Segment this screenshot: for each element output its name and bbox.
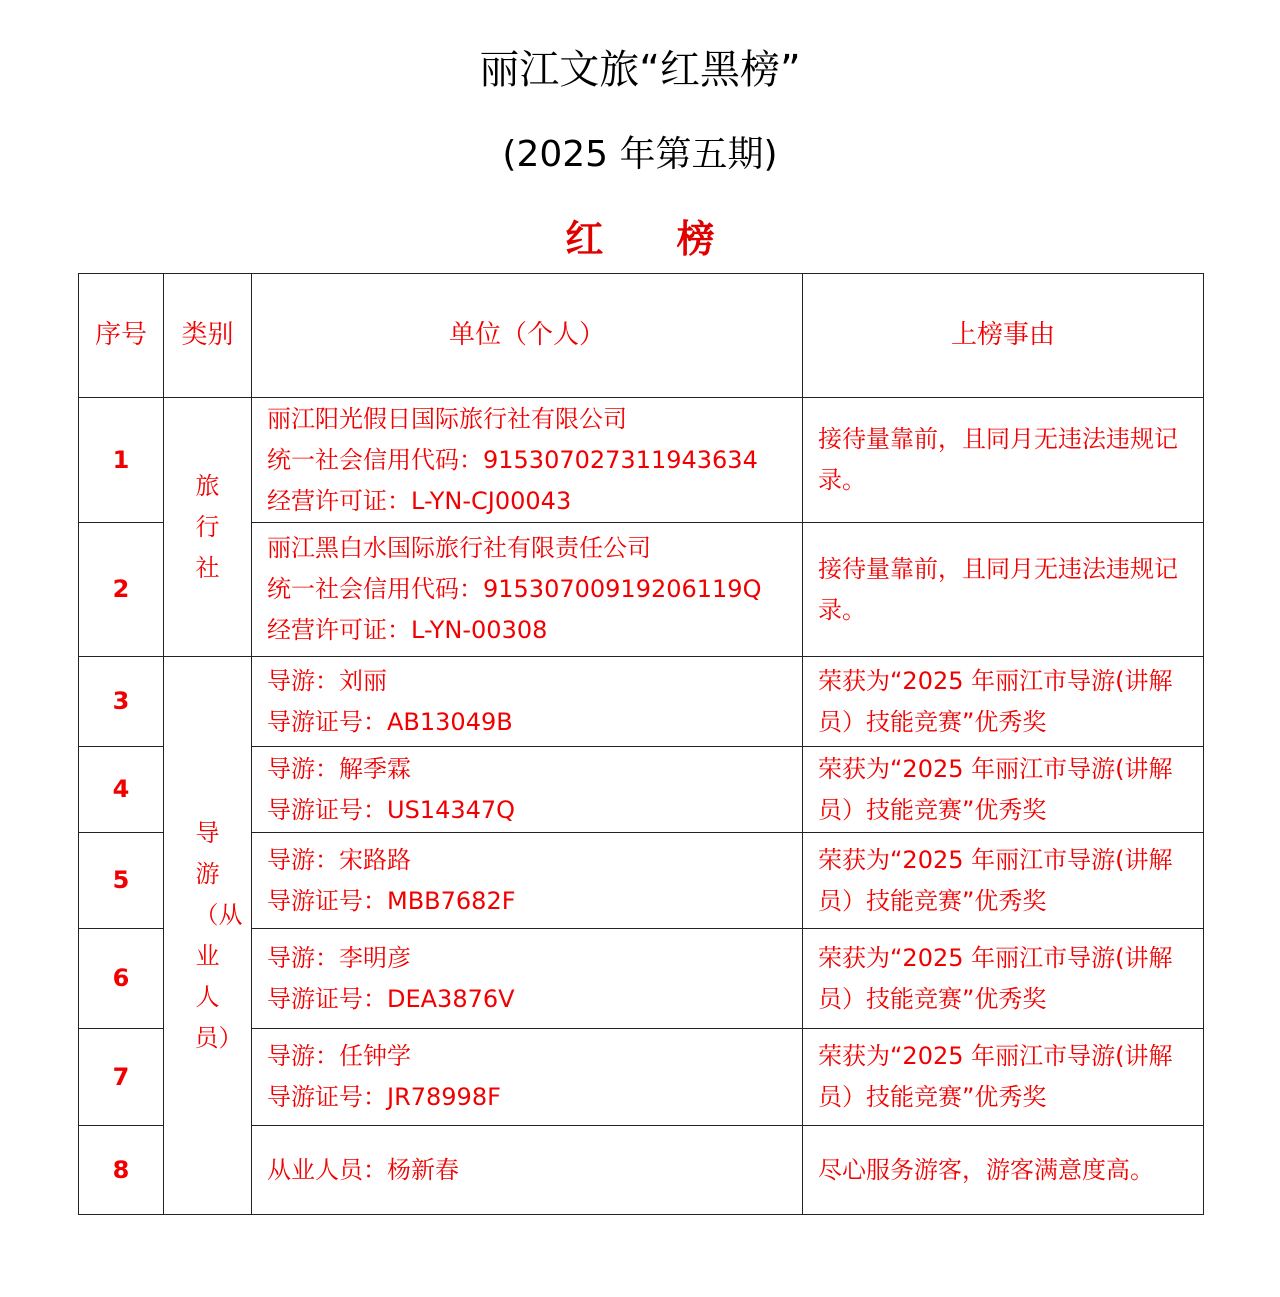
unit-line: 导游：任钟学 (267, 1042, 411, 1070)
unit-cell (252, 1126, 803, 1215)
unit-line: 丽江阳光假日国际旅行社有限公司 (267, 404, 627, 433)
row-number: 7 (79, 1029, 164, 1126)
header-reason: 上榜事由 (803, 274, 1204, 398)
reason-cell: 荣获为“2025 年丽江市导游(讲解员）技能竞赛”优秀奖 (803, 747, 1204, 833)
unit-cell (252, 523, 803, 657)
unit-line: 导游证号：JR78998F (267, 1083, 501, 1111)
reason-cell: 荣获为“2025 年丽江市导游(讲解员）技能竞赛”优秀奖 (803, 1029, 1204, 1126)
row-number: 3 (79, 657, 164, 747)
unit-cell (252, 747, 803, 833)
header-unit: 单位（个人） (252, 274, 803, 398)
header-category: 类别 (164, 274, 252, 398)
unit-line: 导游：刘丽 (267, 666, 387, 695)
category-cell (164, 398, 252, 657)
unit-cell (252, 833, 803, 929)
unit-line: 经营许可证：L-YN-00308 (267, 616, 548, 644)
row-number: 5 (79, 833, 164, 929)
unit-line: 从业人员：杨新春 (267, 1155, 459, 1184)
row-number: 4 (79, 747, 164, 833)
category-label: 旅行社 (195, 471, 220, 582)
unit-line: 统一社会信用代码：91530700919206119Q (267, 575, 762, 603)
reason-cell: 尽心服务游客，游客满意度高。 (803, 1126, 1204, 1215)
row-number: 6 (79, 929, 164, 1029)
unit-line: 导游证号：MBB7682F (267, 886, 516, 915)
header-no: 序号 (79, 274, 164, 398)
category-label: 导游（从业人员） (194, 818, 243, 1052)
unit-line: 导游证号：AB13049B (267, 707, 513, 736)
unit-line: 统一社会信用代码：915307027311943634 (267, 445, 758, 474)
unit-line: 导游：解季霖 (267, 754, 411, 783)
unit-line: 导游：李明彦 (267, 943, 411, 972)
section-heading: 红 榜 (565, 217, 745, 261)
unit-line: 导游证号：US14347Q (267, 795, 516, 824)
unit-line: 导游证号：DEA3876V (267, 984, 515, 1013)
document-title: 丽江文旅“红黑榜” (479, 47, 801, 93)
category-cell (164, 657, 252, 1215)
unit-cell (252, 657, 803, 747)
red-list-table (78, 273, 1204, 1215)
reason-cell: 荣获为“2025 年丽江市导游(讲解员）技能竞赛”优秀奖 (803, 833, 1204, 929)
row-number: 1 (79, 398, 164, 523)
table-row (79, 657, 1204, 747)
table-row (79, 398, 1204, 523)
unit-line: 导游：宋路路 (267, 845, 411, 874)
unit-cell (252, 929, 803, 1029)
unit-cell (252, 398, 803, 523)
unit-line: 丽江黑白水国际旅行社有限责任公司 (267, 534, 651, 562)
issue-subtitle: (2025 年第五期) (502, 134, 778, 175)
reason-cell: 接待量靠前，且同月无违法违规记录。 (803, 398, 1204, 523)
reason-cell: 荣获为“2025 年丽江市导游(讲解员）技能竞赛”优秀奖 (803, 657, 1204, 747)
reason-cell: 接待量靠前，且同月无违法违规记录。 (803, 523, 1204, 657)
header-row (79, 274, 1204, 398)
row-number: 8 (79, 1126, 164, 1215)
unit-cell (252, 1029, 803, 1126)
unit-line: 经营许可证：L-YN-CJ00043 (267, 486, 572, 515)
reason-cell: 荣获为“2025 年丽江市导游(讲解员）技能竞赛”优秀奖 (803, 929, 1204, 1029)
row-number: 2 (79, 523, 164, 657)
